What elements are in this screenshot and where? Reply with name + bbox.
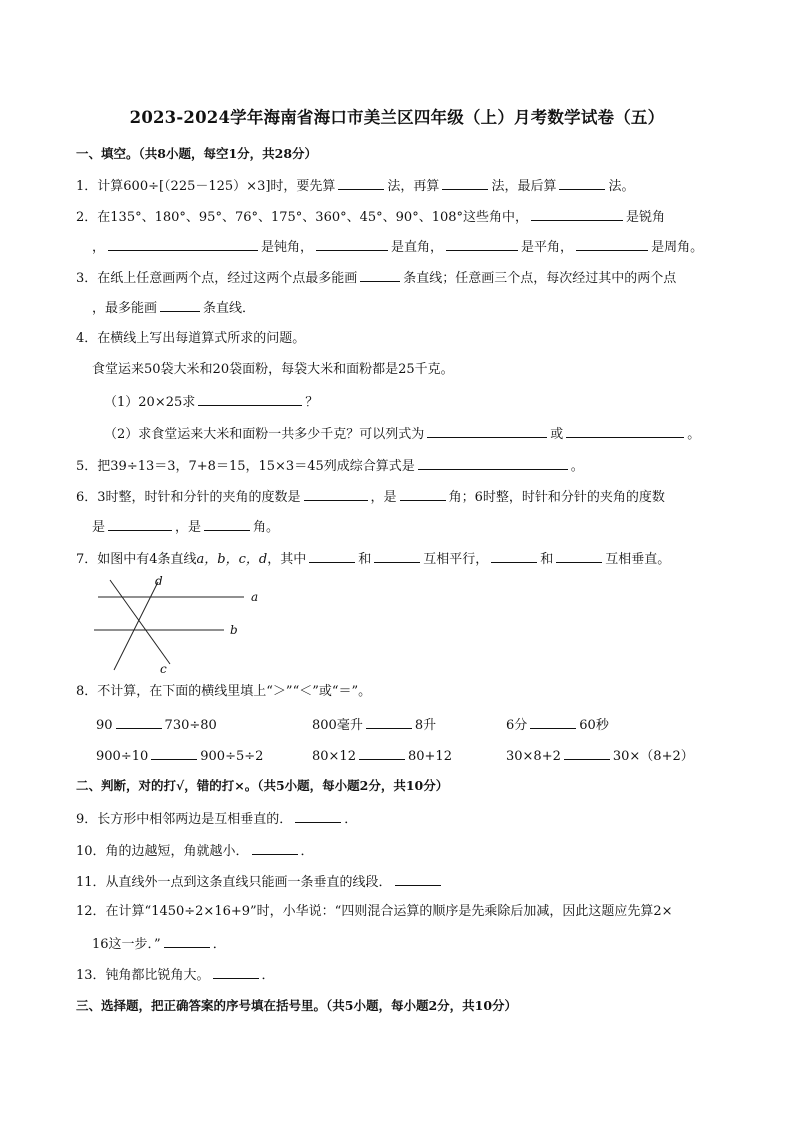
label-a: a: [251, 590, 259, 604]
answer-blank[interactable]: [442, 177, 488, 190]
answer-blank[interactable]: [198, 393, 302, 406]
question-12: 12．在计算“1450÷2×16+9”时，小华说：“四则混合运算的顺序是先乘除后加减，因此这题应先算2×: [76, 904, 673, 919]
compare-row-1-item-1: 90 730÷80: [96, 718, 217, 733]
question-6: 6．3时整，时针和分针的夹角的度数是 ，是 角；6时整，时针和分针的夹角的度数: [76, 490, 665, 505]
answer-blank[interactable]: [108, 518, 172, 531]
section-1-heading: 一、填空。（共8小题，每空1分，共28分）: [76, 146, 318, 161]
compare-row-1-item-3: 6分 60秒: [506, 718, 609, 733]
section-3-heading: 三、选择题，把正确答案的序号填在括号里。（共5小题，每小题2分，共10分）: [76, 998, 518, 1013]
question-4-context: 食堂运来50袋大米和20袋面粉，每袋大米和面粉都是25千克。: [92, 362, 454, 377]
answer-blank[interactable]: [374, 550, 420, 563]
question-4-part-2: （2）求食堂运来大米和面粉一共多少千克？可以列式为 或 。: [104, 427, 701, 442]
question-3: 3．在纸上任意画两个点，经过这两个点最多能画 条直线；任意画三个点，每次经过其中的两个点: [76, 271, 677, 286]
answer-blank[interactable]: [295, 810, 341, 823]
compare-row-2-item-1: 900÷10 900÷5÷2: [96, 749, 264, 764]
answer-blank[interactable]: [309, 550, 355, 563]
label-d: d: [155, 574, 163, 588]
question-12-cont: 16这一步．” ．: [92, 937, 226, 952]
compare-row-1-item-2: 800毫升 8升: [312, 718, 437, 733]
answer-blank[interactable]: [556, 550, 602, 563]
answer-blank[interactable]: [160, 299, 200, 312]
question-8: 8．不计算，在下面的横线里填上“＞”“＜”或“＝”。: [76, 684, 372, 699]
question-4-part-1: （1）20×25求 ？: [104, 395, 319, 410]
answer-blank[interactable]: [338, 177, 384, 190]
answer-blank[interactable]: [252, 842, 298, 855]
label-b: b: [230, 623, 238, 637]
question-1: 1．计算600÷[（225－125）×3]时，要先算 法，再算 法，最后算 法。: [76, 179, 635, 194]
compare-row-2-item-3: 30×8+2 30×（8+2）: [506, 749, 694, 764]
answer-blank[interactable]: [446, 238, 518, 251]
answer-blank[interactable]: [531, 208, 623, 221]
question-2-cont: ， 是钝角， 是直角， 是平角， 是周角。: [92, 240, 704, 255]
answer-blank[interactable]: [395, 873, 441, 886]
answer-blank[interactable]: [151, 747, 197, 760]
question-10: 10．角的边越短，角就越小． ．: [76, 844, 314, 859]
compare-row-2-item-2: 80×12 80+12: [312, 749, 452, 764]
answer-blank[interactable]: [359, 747, 405, 760]
question-2: 2．在135°、180°、95°、76°、175°、360°、45°、90°、108°这些角中， 是锐角: [76, 210, 666, 225]
question-3-cont: ，最多能画 条直线．: [92, 301, 256, 316]
answer-blank[interactable]: [213, 966, 259, 979]
answer-blank[interactable]: [530, 716, 576, 729]
answer-blank[interactable]: [316, 238, 388, 251]
answer-blank[interactable]: [164, 935, 210, 948]
answer-blank[interactable]: [564, 747, 610, 760]
question-4: 4．在横线上写出每道算式所求的问题。: [76, 331, 306, 346]
question-11: 11．从直线外一点到这条直线只能画一条垂直的线段．: [76, 873, 444, 891]
answer-blank[interactable]: [304, 488, 368, 501]
answer-blank[interactable]: [204, 518, 250, 531]
answer-blank[interactable]: [366, 716, 412, 729]
label-c: c: [160, 662, 167, 676]
line-c: [110, 580, 170, 664]
page-title: 2023-2024学年海南省海口市美兰区四年级（上）月考数学试卷（五）: [129, 108, 665, 127]
answer-blank[interactable]: [491, 550, 537, 563]
answer-blank[interactable]: [427, 425, 547, 438]
question-5: 5．把39÷13＝3，7+8＝15，15×3＝45列成综合算式是 。: [76, 459, 584, 474]
answer-blank[interactable]: [108, 238, 258, 251]
lines-figure: [88, 572, 278, 678]
answer-blank[interactable]: [559, 177, 605, 190]
question-7: 7．如图中有4条直线a，b，c，d，其中 和 互相平行， 和 互相垂直。: [76, 552, 671, 567]
question-13: 13．钝角都比锐角大。 ．: [76, 968, 275, 983]
section-2-heading: 二、判断，对的打√，错的打×。（共5小题，每小题2分，共10分）: [76, 778, 449, 793]
question-9: 9．长方形中相邻两边是互相垂直的． ．: [76, 812, 358, 827]
answer-blank[interactable]: [418, 457, 568, 470]
answer-blank[interactable]: [400, 488, 446, 501]
answer-blank[interactable]: [576, 238, 648, 251]
answer-blank[interactable]: [360, 269, 400, 282]
answer-blank[interactable]: [116, 716, 162, 729]
question-6-cont: 是 ，是 角。: [92, 520, 280, 535]
answer-blank[interactable]: [566, 425, 684, 438]
